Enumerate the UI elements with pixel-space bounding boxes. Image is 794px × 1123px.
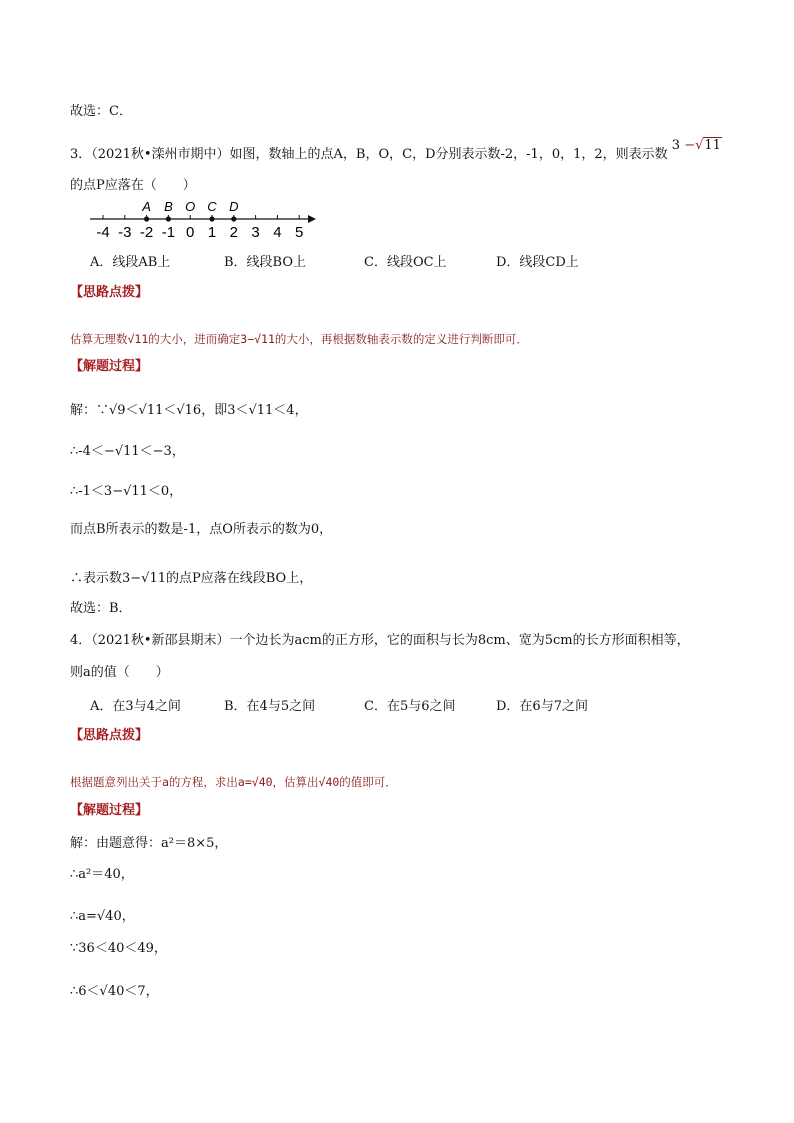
tick-label: -2 [139,224,154,241]
q3-solution-header: 【解题过程】 [70,359,149,374]
number-line-figure [88,196,323,242]
q3-solution-line: 故选：B． [70,601,132,616]
q4-solution-header: 【解题过程】 [70,803,149,818]
q4-hint-header: 【思路点拨】 [70,728,149,743]
q4-hint: 根据题意列出关于a的方程，求出a=√40，估算出√40的值即可． [70,775,397,789]
q3-stem-expression: 3 −√11 [671,138,721,153]
tick-label: 3 [251,224,260,241]
point-label: B [164,199,173,214]
tick-label: -4 [96,224,110,241]
q3-solution-line: 解：∵√9＜√11＜√16，即3＜√11＜4， [70,403,308,418]
q4-option-c: C．在5与6之间 [364,699,456,714]
q3-solution-line: ∴表示数3−√11的点P应落在线段BO上， [70,571,313,586]
q4-option-a: A．在3与4之间 [90,699,181,714]
tick-label: 1 [207,224,217,241]
point-label: D [229,199,239,214]
point-label: C [207,199,217,214]
q4-solution-line: ∴6＜√40＜7， [70,984,159,999]
q2-answer: 故选：C． [70,104,132,119]
tick-label: 2 [229,224,238,241]
tick-label: 5 [295,224,304,241]
q3-stem-line2: 的点P应落在（ ） [70,178,196,193]
q3-solution-line: ∴-1＜3−√11＜0， [70,484,183,499]
q4-option-d: D．在6与7之间 [496,699,588,714]
axis-arrow [308,215,316,223]
q3-hint: 估算无理数√11的大小，进而确定3−√11的大小，再根据数轴表示数的定义进行判断即可． [70,332,528,346]
q4-stem-line2: 则a的值（ ） [70,665,169,680]
q3-solution-line: ∴-4＜−√11＜−3， [70,444,185,459]
q3-stem-text: 3．（2021秋•滦州市期中）如图，数轴上的点A，B，O，C，D分别表示数-2，-1，0，1，2，则表示数 [70,147,668,162]
q3-solution-line: 而点B所表示的数是-1，点O所表示的数为0， [70,522,333,537]
tick-label: 0 [186,224,195,241]
q3-option-d: D．线段CD上 [496,255,579,270]
tick-label: -3 [118,224,132,241]
q3-option-b: B．线段BO上 [224,255,307,270]
q3-option-c: C．线段OC上 [364,255,447,270]
point-dot [166,216,171,221]
q3-hint-header: 【思路点拨】 [70,285,149,300]
point-label: O [185,199,196,214]
point-dot [144,216,149,221]
tick-label: 4 [273,224,282,241]
q4-solution-line: 解：由题意得：a²＝8×5， [70,836,228,851]
q4-solution-line: ∵36＜40＜49， [70,941,167,956]
q4-stem-line1: 4．（2021秋•新邵县期末）一个边长为acm的正方形，它的面积与长为8cm、宽为5cm的长方形面积相等， [70,633,690,648]
q4-solution-line: ∴a²＝40， [70,867,134,882]
point-dot [209,216,214,221]
q3-stem-line1 [70,138,722,164]
point-dot [231,216,236,221]
q3-option-a: A．线段AB上 [90,255,171,270]
tick-label: -1 [161,224,176,241]
point-label: A [142,199,151,214]
q4-option-b: B．在4与5之间 [224,699,316,714]
q4-solution-line: ∴a=√40， [70,909,135,924]
